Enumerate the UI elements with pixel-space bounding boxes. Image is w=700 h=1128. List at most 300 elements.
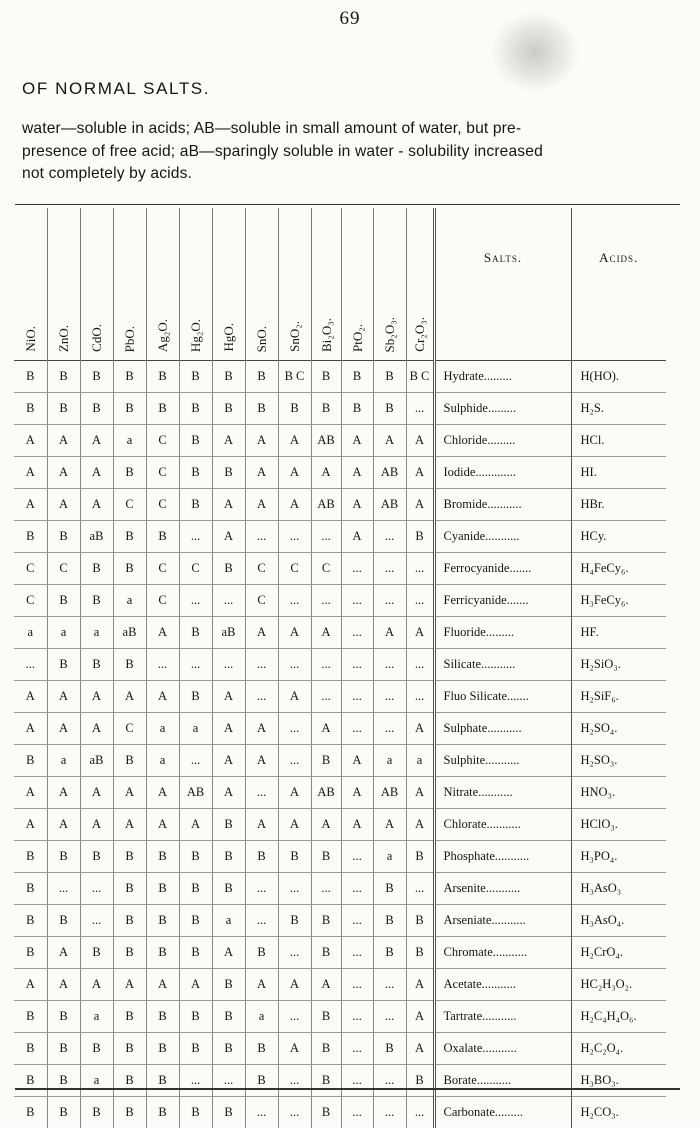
solubility-cell: B — [113, 457, 146, 489]
solubility-cell: ... — [278, 937, 311, 969]
solubility-cell: A — [47, 489, 80, 521]
solubility-cell: A — [278, 617, 311, 649]
acid-formula: H(HO). — [571, 361, 666, 393]
solubility-cell: C — [14, 553, 47, 585]
solubility-cell: B — [80, 361, 113, 393]
solubility-cell: B — [406, 905, 434, 937]
solubility-cell: A — [406, 1033, 434, 1065]
solubility-cell: B — [311, 937, 341, 969]
solubility-cell: a — [373, 745, 406, 777]
solubility-cell: A — [278, 489, 311, 521]
solubility-cell: B — [14, 1065, 47, 1097]
solubility-cell: B — [311, 745, 341, 777]
solubility-cell: A — [245, 969, 278, 1001]
solubility-cell: a — [113, 585, 146, 617]
solubility-cell: A — [245, 425, 278, 457]
salt-name: Chromate........... — [434, 937, 571, 969]
solubility-cell: B — [245, 361, 278, 393]
solubility-cell: AB — [311, 777, 341, 809]
oxide-column-header — [245, 208, 278, 361]
solubility-cell: a — [179, 713, 212, 745]
solubility-cell: ... — [146, 649, 179, 681]
solubility-cell: ... — [278, 521, 311, 553]
solubility-cell: B — [146, 393, 179, 425]
salt-name: Borate........... — [434, 1065, 571, 1097]
salt-name: Ferricyanide....... — [434, 585, 571, 617]
solubility-cell: a — [80, 1065, 113, 1097]
solubility-cell: B — [179, 489, 212, 521]
salt-name: Silicate........... — [434, 649, 571, 681]
solubility-cell: AB — [179, 777, 212, 809]
solubility-cell: B — [113, 361, 146, 393]
solubility-cell: B — [311, 1033, 341, 1065]
salt-name: Sulphide......... — [434, 393, 571, 425]
solubility-cell: A — [146, 809, 179, 841]
solubility-cell: B — [113, 1033, 146, 1065]
solubility-cell: A — [14, 681, 47, 713]
solubility-cell: B — [14, 873, 47, 905]
table-top-rule — [15, 204, 680, 205]
solubility-cell: a — [80, 617, 113, 649]
solubility-cell: A — [341, 425, 373, 457]
solubility-cell: B — [179, 841, 212, 873]
solubility-cell: A — [179, 809, 212, 841]
solubility-cell: A — [14, 969, 47, 1001]
solubility-cell: B — [212, 393, 245, 425]
solubility-cell: ... — [278, 1001, 311, 1033]
solubility-cell: B — [212, 457, 245, 489]
solubility-cell: A — [47, 681, 80, 713]
solubility-cell: B — [245, 937, 278, 969]
solubility-cell: A — [406, 809, 434, 841]
solubility-cell: B — [113, 841, 146, 873]
solubility-cell: A — [341, 809, 373, 841]
solubility-cell: B — [212, 1001, 245, 1033]
solubility-cell: C — [311, 553, 341, 585]
solubility-cell: aB — [80, 521, 113, 553]
solubility-cell: A — [406, 713, 434, 745]
solubility-cell: B — [179, 617, 212, 649]
solubility-cell: A — [341, 457, 373, 489]
solubility-cell: ... — [80, 905, 113, 937]
solubility-cell: ... — [373, 553, 406, 585]
solubility-cell: ... — [179, 649, 212, 681]
solubility-cell: B — [47, 393, 80, 425]
solubility-cell: B — [80, 1033, 113, 1065]
solubility-cell: ... — [179, 1065, 212, 1097]
solubility-cell: B — [14, 937, 47, 969]
oxide-column-header — [47, 208, 80, 361]
solubility-cell: A — [47, 969, 80, 1001]
solubility-cell: A — [80, 969, 113, 1001]
solubility-cell: A — [113, 809, 146, 841]
solubility-cell: B — [146, 905, 179, 937]
solubility-cell: ... — [406, 585, 434, 617]
solubility-cell: B — [146, 937, 179, 969]
solubility-cell: B — [14, 521, 47, 553]
solubility-cell: C — [113, 713, 146, 745]
solubility-cell: ... — [341, 937, 373, 969]
solubility-cell: ... — [406, 681, 434, 713]
solubility-cell: B — [14, 745, 47, 777]
solubility-cell: ... — [245, 1097, 278, 1128]
solubility-cell: ... — [278, 713, 311, 745]
acid-formula: HF. — [571, 617, 666, 649]
solubility-cell: B — [245, 393, 278, 425]
solubility-cell: B — [14, 841, 47, 873]
salt-name: Arsenite........... — [434, 873, 571, 905]
solubility-cell: B — [212, 1033, 245, 1065]
solubility-cell: AB — [373, 489, 406, 521]
acid-formula: H₂SiF₆. — [571, 681, 666, 713]
solubility-cell: A — [47, 937, 80, 969]
solubility-cell: A — [47, 713, 80, 745]
oxide-column-header — [278, 208, 311, 361]
solubility-cell: AB — [311, 425, 341, 457]
oxide-column-header — [113, 208, 146, 361]
solubility-cell: A — [212, 521, 245, 553]
solubility-cell: A — [373, 425, 406, 457]
solubility-cell: B — [80, 553, 113, 585]
salt-name: Fluo Silicate....... — [434, 681, 571, 713]
table-row — [14, 521, 666, 553]
table-row — [14, 489, 666, 521]
solubility-cell: B — [179, 457, 212, 489]
solubility-cell: ... — [278, 873, 311, 905]
solubility-cell: B — [14, 1001, 47, 1033]
oxide-column-header — [311, 208, 341, 361]
solubility-cell: B — [245, 841, 278, 873]
solubility-cell: A — [14, 777, 47, 809]
solubility-cell: ... — [373, 1097, 406, 1128]
solubility-cell: AB — [373, 457, 406, 489]
solubility-cell: a — [146, 713, 179, 745]
solubility-cell: A — [278, 969, 311, 1001]
solubility-cell: B — [212, 361, 245, 393]
solubility-cell: A — [245, 745, 278, 777]
solubility-cell: ... — [406, 873, 434, 905]
solubility-cell: B C — [406, 361, 434, 393]
solubility-cell: B — [14, 1097, 47, 1128]
solubility-cell: ... — [341, 1033, 373, 1065]
solubility-cell: ... — [212, 649, 245, 681]
solubility-cell: A — [278, 1033, 311, 1065]
solubility-cell: B — [14, 393, 47, 425]
solubility-cell: ... — [278, 1065, 311, 1097]
table-row — [14, 1001, 666, 1033]
solubility-cell: ... — [245, 777, 278, 809]
solubility-cell: A — [212, 937, 245, 969]
solubility-cell: B — [47, 585, 80, 617]
solubility-cell: A — [146, 777, 179, 809]
oxide-label: SnO₂. — [288, 321, 301, 352]
solubility-cell: ... — [373, 585, 406, 617]
oxide-column-header — [341, 208, 373, 361]
solubility-cell: B — [146, 361, 179, 393]
solubility-cell: ... — [373, 969, 406, 1001]
oxide-label: Sb₂O₃. — [383, 317, 396, 352]
solubility-cell: ... — [341, 713, 373, 745]
solubility-cell: A — [212, 777, 245, 809]
solubility-cell: C — [245, 553, 278, 585]
solubility-cell: ... — [341, 585, 373, 617]
salt-name: Tartrate........... — [434, 1001, 571, 1033]
solubility-cell: B — [113, 521, 146, 553]
solubility-cell: A — [80, 809, 113, 841]
solubility-cell: ... — [341, 1065, 373, 1097]
solubility-cell: B — [47, 521, 80, 553]
solubility-cell: B — [212, 553, 245, 585]
solubility-cell: ... — [47, 873, 80, 905]
solubility-cell: ... — [406, 649, 434, 681]
solubility-cell: B — [406, 521, 434, 553]
table-bottom-rule — [15, 1088, 680, 1090]
solubility-cell: B — [179, 425, 212, 457]
solubility-cell: B — [47, 1097, 80, 1128]
salt-name: Arseniate........... — [434, 905, 571, 937]
solubility-cell: A — [80, 777, 113, 809]
solubility-cell: B — [146, 1097, 179, 1128]
solubility-cell: A — [146, 969, 179, 1001]
solubility-cell: ... — [245, 905, 278, 937]
oxide-label: Cr₂O₃. — [413, 317, 426, 352]
table-row — [14, 745, 666, 777]
acid-formula: H₂C₄H₄O₆. — [571, 1001, 666, 1033]
solubility-cell: ... — [212, 585, 245, 617]
table-row — [14, 1033, 666, 1065]
solubility-cell: ... — [212, 1065, 245, 1097]
solubility-cell: A — [14, 425, 47, 457]
solubility-cell: A — [311, 617, 341, 649]
solubility-cell: B — [14, 905, 47, 937]
solubility-cell: A — [311, 457, 341, 489]
oxide-column-header — [179, 208, 212, 361]
oxide-label: SnO. — [255, 326, 268, 352]
acid-formula: HCl. — [571, 425, 666, 457]
solubility-cell: a — [406, 745, 434, 777]
acids-column-header: Acids. — [571, 208, 666, 361]
solubility-cell: B — [179, 1001, 212, 1033]
solubility-cell: C — [146, 457, 179, 489]
solubility-cell: A — [212, 425, 245, 457]
solubility-cell: A — [14, 457, 47, 489]
acid-formula: H₃FeCy₆. — [571, 585, 666, 617]
page-title: OF NORMAL SALTS. — [22, 79, 210, 99]
oxide-column-header — [212, 208, 245, 361]
salt-name: Sulphite........... — [434, 745, 571, 777]
table-row — [14, 361, 666, 393]
solubility-cell: ... — [245, 521, 278, 553]
solubility-cell: B — [212, 1097, 245, 1128]
solubility-cell: B — [373, 937, 406, 969]
solubility-cell: B — [278, 905, 311, 937]
solubility-cell: ... — [406, 1097, 434, 1128]
oxide-label: Bi₂O₃. — [320, 318, 333, 352]
solubility-cell: A — [113, 681, 146, 713]
solubility-cell: B — [245, 1065, 278, 1097]
solubility-cell: B — [311, 1065, 341, 1097]
solubility-cell: ... — [311, 585, 341, 617]
oxide-label: ZnO. — [57, 325, 70, 352]
solubility-cell: B — [146, 873, 179, 905]
salt-name: Ferrocyanide....... — [434, 553, 571, 585]
acid-formula: H₃BO₃. — [571, 1065, 666, 1097]
solubility-cell: B — [179, 905, 212, 937]
solubility-cell: B — [311, 393, 341, 425]
solubility-cell: B — [47, 1033, 80, 1065]
solubility-cell: A — [245, 617, 278, 649]
salt-name: Sulphate........... — [434, 713, 571, 745]
solubility-cell: A — [14, 713, 47, 745]
solubility-cell: B — [373, 1033, 406, 1065]
solubility-cell: ... — [341, 617, 373, 649]
solubility-cell: A — [47, 457, 80, 489]
solubility-cell: ... — [245, 681, 278, 713]
solubility-cell: A — [47, 777, 80, 809]
solubility-cell: A — [311, 713, 341, 745]
acid-formula: H₂SiO₃. — [571, 649, 666, 681]
solubility-cell: A — [47, 425, 80, 457]
solubility-cell: ... — [373, 713, 406, 745]
solubility-cell: B C — [278, 361, 311, 393]
solubility-cell: B — [406, 841, 434, 873]
oxide-label: PtO₂. — [351, 324, 364, 352]
salt-name: Chloride......... — [434, 425, 571, 457]
solubility-cell: A — [406, 489, 434, 521]
intro-paragraph — [22, 118, 692, 186]
solubility-cell: A — [373, 617, 406, 649]
solubility-cell: B — [47, 1065, 80, 1097]
solubility-cell: ... — [245, 649, 278, 681]
table-row — [14, 905, 666, 937]
solubility-cell: ... — [406, 393, 434, 425]
solubility-cell: B — [311, 1097, 341, 1128]
oxide-column-header — [80, 208, 113, 361]
table-row — [14, 841, 666, 873]
solubility-cell: B — [373, 393, 406, 425]
solubility-cell: B — [146, 1065, 179, 1097]
solubility-cell: ... — [311, 681, 341, 713]
solubility-cell: C — [146, 585, 179, 617]
table-row — [14, 969, 666, 1001]
oxide-label: HgO. — [222, 323, 235, 352]
solubility-cell: ... — [341, 649, 373, 681]
acid-formula: H₃PO₄. — [571, 841, 666, 873]
solubility-cell: B — [212, 809, 245, 841]
solubility-cell: ... — [278, 745, 311, 777]
solubility-cell: A — [212, 681, 245, 713]
solubility-cell: B — [406, 937, 434, 969]
solubility-cell: B — [113, 1001, 146, 1033]
solubility-cell: B — [179, 393, 212, 425]
table-row — [14, 617, 666, 649]
solubility-cell: A — [47, 809, 80, 841]
solubility-cell: A — [113, 969, 146, 1001]
table-row — [14, 1097, 666, 1128]
oxide-label: PbO. — [123, 326, 136, 352]
table-row — [14, 553, 666, 585]
table-row — [14, 809, 666, 841]
table-row — [14, 1065, 666, 1097]
solubility-cell: A — [341, 521, 373, 553]
acid-formula: H₂CO₃. — [571, 1097, 666, 1128]
solubility-cell: ... — [311, 873, 341, 905]
solubility-cell: a — [373, 841, 406, 873]
solubility-cell: ... — [341, 873, 373, 905]
acid-formula: H₃AsO₃ — [571, 873, 666, 905]
table-row — [14, 393, 666, 425]
solubility-cell: A — [14, 809, 47, 841]
solubility-cell: ... — [341, 905, 373, 937]
solubility-cell: AB — [373, 777, 406, 809]
table-row — [14, 713, 666, 745]
oxide-label: Hg₂O. — [189, 319, 202, 352]
solubility-cell: C — [278, 553, 311, 585]
solubility-cell: B — [14, 361, 47, 393]
intro-line: water—soluble in acids; AB—soluble in small amount of water, but pre- — [22, 118, 692, 141]
oxide-column-header — [406, 208, 434, 361]
solubility-cell: B — [179, 1033, 212, 1065]
solubility-cell: B — [113, 873, 146, 905]
solubility-cell: B — [113, 1097, 146, 1128]
solubility-cell: A — [278, 457, 311, 489]
solubility-cell: B — [311, 841, 341, 873]
table-row — [14, 681, 666, 713]
solubility-cell: B — [113, 745, 146, 777]
acid-formula: HBr. — [571, 489, 666, 521]
solubility-cell: B — [80, 1097, 113, 1128]
oxide-label: CdO. — [90, 324, 103, 352]
solubility-cell: A — [406, 617, 434, 649]
salts-column-header: Salts. — [434, 208, 571, 361]
solubility-cell: C — [47, 553, 80, 585]
solubility-cell: B — [341, 361, 373, 393]
salt-name: Iodide............. — [434, 457, 571, 489]
solubility-cell: a — [113, 425, 146, 457]
oxide-column-header — [14, 208, 47, 361]
solubility-cell: A — [212, 489, 245, 521]
solubility-cell: ... — [373, 681, 406, 713]
solubility-cell: ... — [179, 745, 212, 777]
solubility-cell: A — [14, 489, 47, 521]
solubility-cell: ... — [278, 585, 311, 617]
solubility-cell: ... — [179, 585, 212, 617]
table-row — [14, 777, 666, 809]
solubility-cell: A — [406, 969, 434, 1001]
solubility-cell: A — [80, 681, 113, 713]
oxide-column-header — [373, 208, 406, 361]
solubility-cell: a — [80, 1001, 113, 1033]
solubility-table — [14, 208, 666, 1128]
solubility-cell: A — [245, 713, 278, 745]
salt-name: Carbonate......... — [434, 1097, 571, 1128]
table-row — [14, 937, 666, 969]
solubility-cell: B — [47, 361, 80, 393]
solubility-cell: B — [80, 841, 113, 873]
solubility-cell: B — [47, 905, 80, 937]
solubility-cell: ... — [245, 873, 278, 905]
solubility-cell: B — [278, 841, 311, 873]
solubility-cell: B — [113, 649, 146, 681]
solubility-cell: ... — [341, 1001, 373, 1033]
oxide-label: Ag₂O. — [156, 319, 169, 352]
solubility-cell: A — [245, 457, 278, 489]
solubility-cell: A — [212, 745, 245, 777]
table-row — [14, 425, 666, 457]
acid-formula: H₂SO₃. — [571, 745, 666, 777]
solubility-cell: ... — [311, 521, 341, 553]
solubility-cell: ... — [80, 873, 113, 905]
